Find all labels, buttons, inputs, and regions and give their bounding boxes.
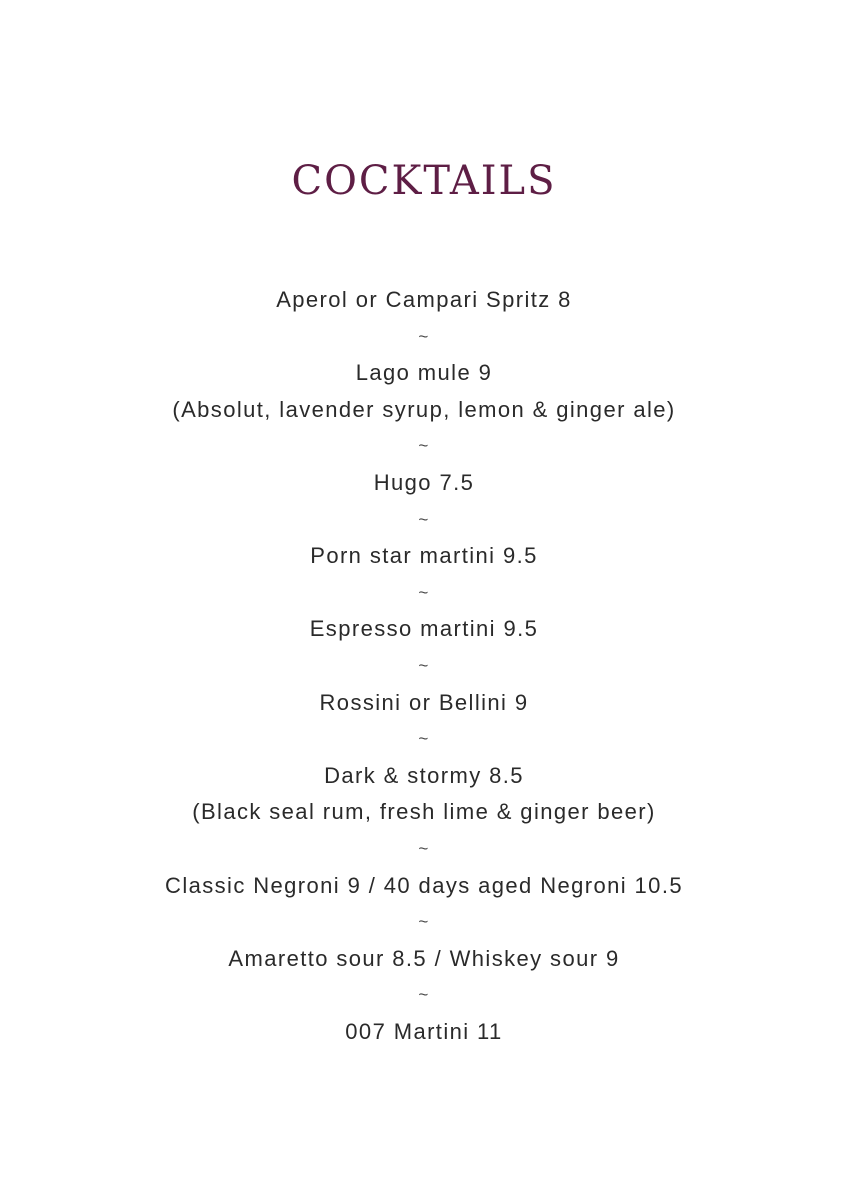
item-porn-star-martini: Porn star martini 9.5	[310, 543, 538, 569]
separator: ~	[418, 582, 430, 602]
separator: ~	[418, 655, 430, 675]
item-dark-and-stormy-description: (Black seal rum, fresh lime & ginger beer)	[192, 799, 656, 825]
item-espresso-martini: Espresso martini 9.5	[309, 616, 539, 642]
item-negroni: Classic Negroni 9 / 40 days aged Negroni 10.5	[165, 872, 683, 898]
separator: ~	[418, 912, 430, 932]
separator: ~	[418, 729, 430, 749]
item-rossini-bellini: Rossini or Bellini 9	[319, 689, 529, 715]
separator: ~	[418, 985, 430, 1005]
item-sours: Amaretto sour 8.5 / Whiskey sour 9	[228, 945, 620, 971]
item-aperol-spritz: Aperol or Campari Spritz 8	[276, 287, 572, 312]
item-lago-mule-description: (Absolut, lavender syrup, lemon & ginger ale)	[172, 396, 676, 422]
separator: ~	[418, 838, 430, 858]
item-lago-mule: Lago mule 9	[355, 360, 493, 386]
item-007-martini: 007 Martini 11	[345, 1018, 503, 1044]
page-title: COCKTAILS	[291, 158, 557, 204]
separator: ~	[418, 509, 430, 529]
separator: ~	[418, 436, 430, 456]
separator: ~	[418, 326, 430, 346]
cocktail-list	[0, 282, 848, 1050]
item-hugo: Hugo 7.5	[373, 469, 475, 495]
item-dark-and-stormy: Dark & stormy 8.5	[324, 762, 524, 788]
